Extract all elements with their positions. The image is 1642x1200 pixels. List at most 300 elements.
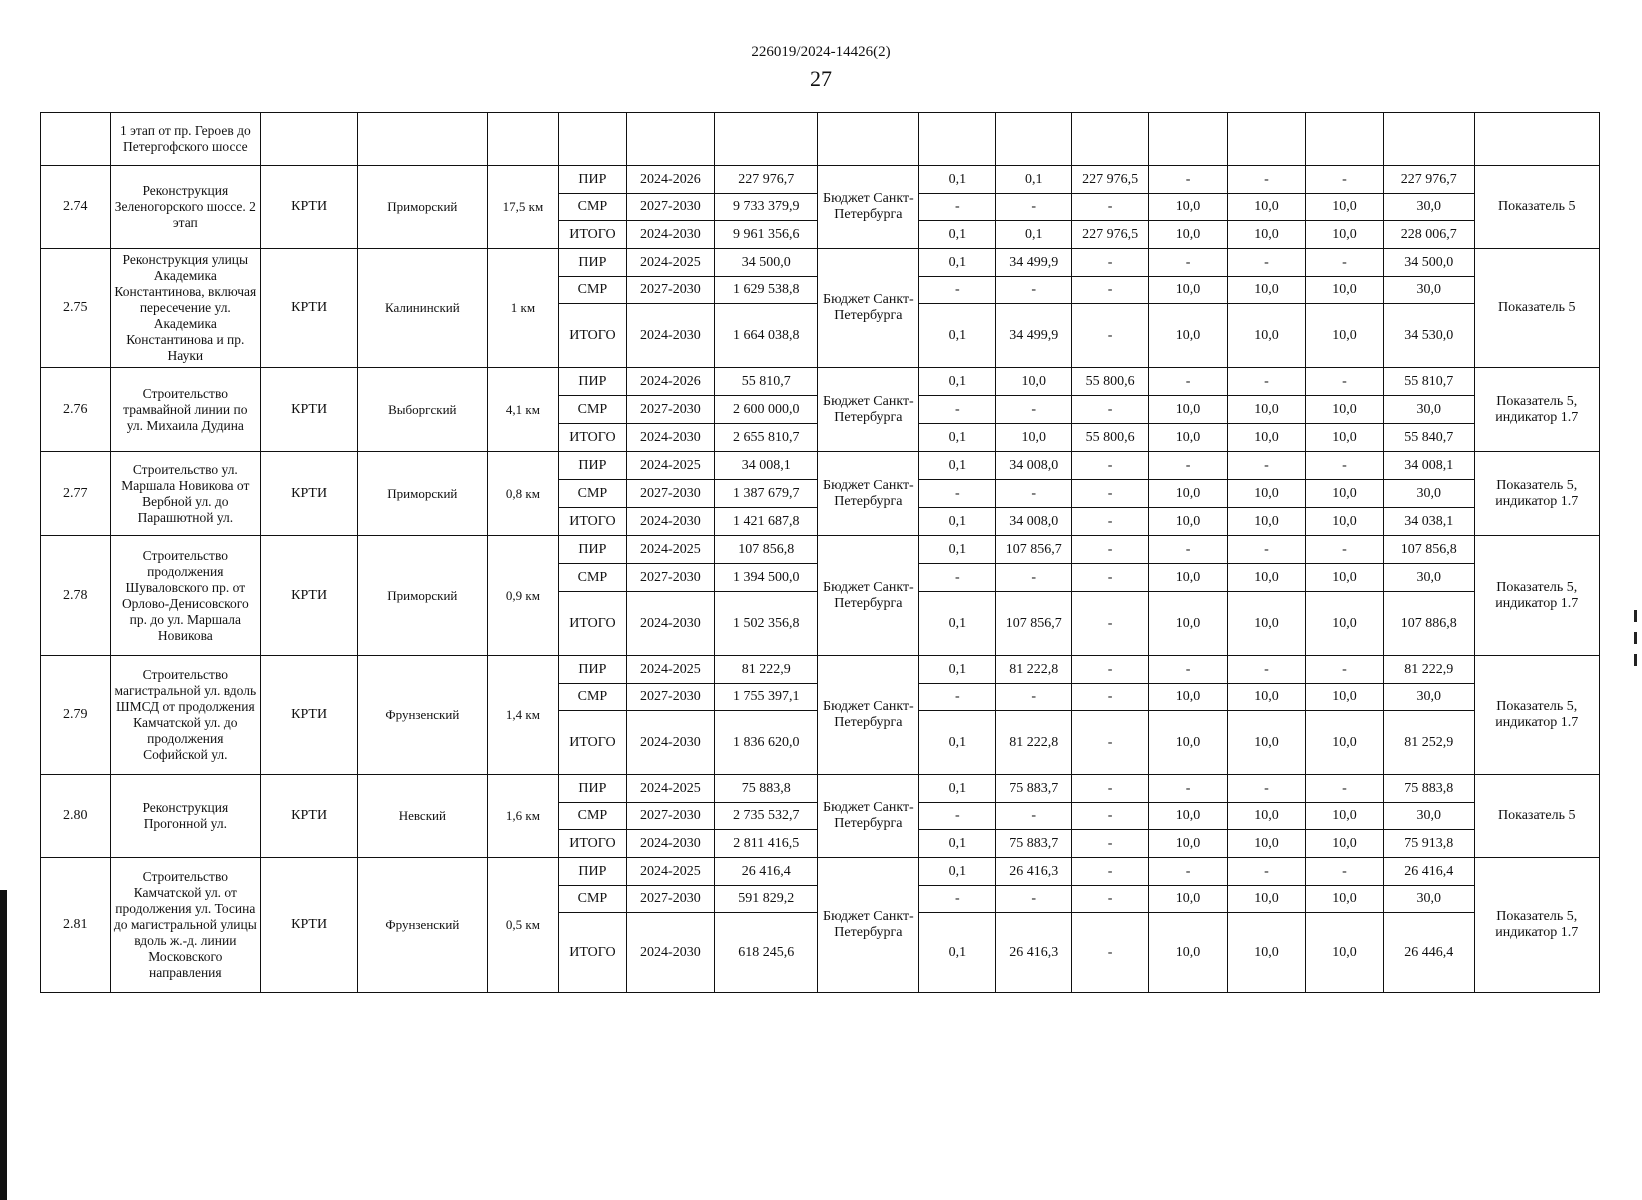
year-amount-y5: 10,0 — [1228, 711, 1306, 775]
year-amount-y1: 0,1 — [919, 166, 996, 194]
customer: КРТИ — [261, 775, 358, 858]
year-amount-y3: - — [1072, 452, 1149, 480]
district: Приморский — [358, 536, 488, 656]
row-number: 2.76 — [41, 368, 111, 452]
customer: КРТИ — [261, 368, 358, 452]
project-name: Строительство продолжения Шуваловского пр. от Орлово-Денисовского пр. до ул. Маршала Новикова — [110, 536, 261, 656]
funding-source: Бюджет Санкт-Петербурга — [818, 452, 919, 536]
period-sum: 26 446,4 — [1383, 913, 1474, 993]
year-amount-y1: 0,1 — [919, 424, 996, 452]
stage-period: 2024-2025 — [626, 536, 714, 564]
stage-type: СМР — [559, 803, 626, 830]
period-sum: 30,0 — [1383, 480, 1474, 508]
period-sum: 30,0 — [1383, 277, 1474, 304]
table-row — [41, 166, 1600, 194]
year-amount-y5: 10,0 — [1228, 194, 1306, 221]
length: 1 км — [487, 249, 559, 368]
stage-type: СМР — [559, 480, 626, 508]
stage-period: 2027-2030 — [626, 564, 714, 592]
stage-total-cost: 618 245,6 — [715, 913, 818, 993]
cell-empty — [1228, 113, 1306, 166]
year-amount-y6: 10,0 — [1305, 508, 1383, 536]
stage-period: 2024-2025 — [626, 858, 714, 886]
stage-total-cost: 2 735 532,7 — [715, 803, 818, 830]
stage-type: СМР — [559, 684, 626, 711]
page-number: 27 — [810, 66, 832, 91]
year-amount-y2: 34 499,9 — [996, 249, 1072, 277]
length: 1,4 км — [487, 656, 559, 775]
year-amount-y1: - — [919, 564, 996, 592]
year-amount-y5: 10,0 — [1228, 592, 1306, 656]
year-amount-y1: - — [919, 886, 996, 913]
period-sum: 107 886,8 — [1383, 592, 1474, 656]
year-amount-y3: - — [1072, 592, 1149, 656]
period-sum: 75 913,8 — [1383, 830, 1474, 858]
year-amount-y2: - — [996, 480, 1072, 508]
year-amount-y4: - — [1149, 536, 1228, 564]
stage-type: ПИР — [559, 656, 626, 684]
year-amount-y3: - — [1072, 536, 1149, 564]
year-amount-y5: 10,0 — [1228, 277, 1306, 304]
year-amount-y6: - — [1305, 166, 1383, 194]
stage-period: 2024-2025 — [626, 249, 714, 277]
stage-total-cost: 1 755 397,1 — [715, 684, 818, 711]
cell-empty — [1149, 113, 1228, 166]
year-amount-y1: - — [919, 277, 996, 304]
year-amount-y1: 0,1 — [919, 508, 996, 536]
year-amount-y5: - — [1228, 452, 1306, 480]
year-amount-y3: - — [1072, 913, 1149, 993]
stage-total-cost: 81 222,9 — [715, 656, 818, 684]
stage-type: ИТОГО — [559, 711, 626, 775]
program-table — [40, 112, 1600, 993]
year-amount-y2: 34 499,9 — [996, 304, 1072, 368]
cell-empty — [919, 113, 996, 166]
year-amount-y6: 10,0 — [1305, 424, 1383, 452]
stage-period: 2027-2030 — [626, 277, 714, 304]
year-amount-y2: 34 008,0 — [996, 452, 1072, 480]
year-amount-y3: - — [1072, 858, 1149, 886]
row-number: 2.78 — [41, 536, 111, 656]
scan-edge-shadow — [0, 890, 7, 1200]
year-amount-y4: 10,0 — [1149, 711, 1228, 775]
table-row — [41, 452, 1600, 480]
year-amount-y3: - — [1072, 277, 1149, 304]
scan-edge-marks — [1634, 610, 1637, 676]
year-amount-y6: - — [1305, 656, 1383, 684]
year-amount-y4: 10,0 — [1149, 480, 1228, 508]
stage-period: 2024-2030 — [626, 424, 714, 452]
year-amount-y5: 10,0 — [1228, 803, 1306, 830]
year-amount-y1: 0,1 — [919, 858, 996, 886]
table-row — [41, 656, 1600, 684]
period-sum: 81 252,9 — [1383, 711, 1474, 775]
customer: КРТИ — [261, 858, 358, 993]
year-amount-y5: 10,0 — [1228, 480, 1306, 508]
row-number: 2.79 — [41, 656, 111, 775]
year-amount-y3: - — [1072, 564, 1149, 592]
stage-total-cost: 9 961 356,6 — [715, 221, 818, 249]
year-amount-y5: 10,0 — [1228, 886, 1306, 913]
year-amount-y2: 26 416,3 — [996, 913, 1072, 993]
year-amount-y4: 10,0 — [1149, 508, 1228, 536]
project-name: Реконструкция Прогонной ул. — [110, 775, 261, 858]
period-sum: 107 856,8 — [1383, 536, 1474, 564]
stage-type: СМР — [559, 194, 626, 221]
stage-period: 2024-2025 — [626, 452, 714, 480]
year-amount-y3: - — [1072, 830, 1149, 858]
stage-total-cost: 75 883,8 — [715, 775, 818, 803]
year-amount-y5: - — [1228, 536, 1306, 564]
cell-empty — [1383, 113, 1474, 166]
year-amount-y2: 34 008,0 — [996, 508, 1072, 536]
year-amount-y4: 10,0 — [1149, 913, 1228, 993]
year-amount-y6: 10,0 — [1305, 194, 1383, 221]
year-amount-y1: 0,1 — [919, 913, 996, 993]
stage-period: 2024-2026 — [626, 166, 714, 194]
year-amount-y4: - — [1149, 775, 1228, 803]
program-table-body — [41, 113, 1600, 993]
cell-empty — [487, 113, 559, 166]
period-sum: 227 976,7 — [1383, 166, 1474, 194]
stage-type: ИТОГО — [559, 913, 626, 993]
period-sum: 34 500,0 — [1383, 249, 1474, 277]
year-amount-y3: - — [1072, 656, 1149, 684]
year-amount-y2: 26 416,3 — [996, 858, 1072, 886]
stage-total-cost: 9 733 379,9 — [715, 194, 818, 221]
year-amount-y3: - — [1072, 886, 1149, 913]
stage-period: 2024-2030 — [626, 221, 714, 249]
stage-period: 2027-2030 — [626, 194, 714, 221]
year-amount-y3: - — [1072, 194, 1149, 221]
stage-total-cost: 107 856,8 — [715, 536, 818, 564]
project-name: Строительство трамвайной линии по ул. Михаила Дудина — [110, 368, 261, 452]
year-amount-y1: 0,1 — [919, 711, 996, 775]
year-amount-y4: 10,0 — [1149, 221, 1228, 249]
cell-empty — [261, 113, 358, 166]
year-amount-y6: 10,0 — [1305, 830, 1383, 858]
period-sum: 34 530,0 — [1383, 304, 1474, 368]
stage-period: 2027-2030 — [626, 480, 714, 508]
year-amount-y3: 55 800,6 — [1072, 424, 1149, 452]
year-amount-y6: 10,0 — [1305, 304, 1383, 368]
funding-source: Бюджет Санкт-Петербурга — [818, 536, 919, 656]
customer: КРТИ — [261, 166, 358, 249]
cell-empty — [626, 113, 714, 166]
cell-empty — [818, 113, 919, 166]
project-name: Реконструкция улицы Академика Константинова, включая пересечение ул. Академика Константинова и пр. Науки — [110, 249, 261, 368]
customer: КРТИ — [261, 536, 358, 656]
year-amount-y3: - — [1072, 711, 1149, 775]
year-amount-y4: - — [1149, 452, 1228, 480]
project-name: Строительство Камчатской ул. от продолжения ул. Тосина до магистральной улицы вдоль ж.-д. линии Московского направления — [110, 858, 261, 993]
year-amount-y6: - — [1305, 249, 1383, 277]
stage-period: 2027-2030 — [626, 886, 714, 913]
year-amount-y3: - — [1072, 803, 1149, 830]
year-amount-y2: 0,1 — [996, 221, 1072, 249]
year-amount-y5: 10,0 — [1228, 424, 1306, 452]
stage-total-cost: 1 502 356,8 — [715, 592, 818, 656]
cell-empty — [358, 113, 488, 166]
year-amount-y4: - — [1149, 368, 1228, 396]
stage-total-cost: 591 829,2 — [715, 886, 818, 913]
district: Приморский — [358, 452, 488, 536]
funding-source: Бюджет Санкт-Петербурга — [818, 166, 919, 249]
row-number: 2.80 — [41, 775, 111, 858]
project-name: Реконструкция Зеленогорского шоссе. 2 этап — [110, 166, 261, 249]
year-amount-y6: 10,0 — [1305, 564, 1383, 592]
year-amount-y2: - — [996, 803, 1072, 830]
year-amount-y6: 10,0 — [1305, 711, 1383, 775]
year-amount-y6: 10,0 — [1305, 277, 1383, 304]
year-amount-y1: - — [919, 396, 996, 424]
year-amount-y3: - — [1072, 508, 1149, 536]
stage-type: СМР — [559, 886, 626, 913]
year-amount-y1: - — [919, 194, 996, 221]
stage-period: 2024-2026 — [626, 368, 714, 396]
year-amount-y3: 227 976,5 — [1072, 221, 1149, 249]
period-sum: 26 416,4 — [1383, 858, 1474, 886]
table-row — [41, 368, 1600, 396]
year-amount-y5: - — [1228, 858, 1306, 886]
year-amount-y4: 10,0 — [1149, 424, 1228, 452]
stage-period: 2027-2030 — [626, 396, 714, 424]
stage-period: 2024-2030 — [626, 304, 714, 368]
period-sum: 228 006,7 — [1383, 221, 1474, 249]
continuation-row — [41, 113, 1600, 166]
stage-type: ИТОГО — [559, 221, 626, 249]
year-amount-y2: 107 856,7 — [996, 592, 1072, 656]
district: Фрунзенский — [358, 656, 488, 775]
customer: КРТИ — [261, 452, 358, 536]
document-code: 226019/2024-14426(2) — [751, 44, 891, 60]
period-sum: 34 038,1 — [1383, 508, 1474, 536]
year-amount-y2: - — [996, 684, 1072, 711]
length: 1,6 км — [487, 775, 559, 858]
district: Калининский — [358, 249, 488, 368]
year-amount-y6: - — [1305, 858, 1383, 886]
year-amount-y6: 10,0 — [1305, 684, 1383, 711]
period-sum: 30,0 — [1383, 194, 1474, 221]
cell-empty — [1305, 113, 1383, 166]
year-amount-y3: - — [1072, 304, 1149, 368]
year-amount-y1: - — [919, 803, 996, 830]
cell-empty — [1474, 113, 1600, 166]
stage-period: 2024-2030 — [626, 913, 714, 993]
year-amount-y5: 10,0 — [1228, 913, 1306, 993]
stage-type: ПИР — [559, 858, 626, 886]
period-sum: 75 883,8 — [1383, 775, 1474, 803]
stage-type: СМР — [559, 396, 626, 424]
year-amount-y4: - — [1149, 249, 1228, 277]
continued-project-name: 1 этап от пр. Героев до Петергофского шоссе — [110, 113, 261, 166]
district: Приморский — [358, 166, 488, 249]
year-amount-y4: 10,0 — [1149, 194, 1228, 221]
year-amount-y2: - — [996, 277, 1072, 304]
year-amount-y4: 10,0 — [1149, 396, 1228, 424]
stage-type: ИТОГО — [559, 830, 626, 858]
year-amount-y5: 10,0 — [1228, 508, 1306, 536]
year-amount-y4: - — [1149, 166, 1228, 194]
year-amount-y1: 0,1 — [919, 592, 996, 656]
year-amount-y5: - — [1228, 368, 1306, 396]
stage-type: ПИР — [559, 166, 626, 194]
row-number: 2.81 — [41, 858, 111, 993]
year-amount-y2: 81 222,8 — [996, 711, 1072, 775]
year-amount-y3: - — [1072, 684, 1149, 711]
table-row — [41, 775, 1600, 803]
year-amount-y6: - — [1305, 452, 1383, 480]
stage-type: СМР — [559, 564, 626, 592]
stage-total-cost: 55 810,7 — [715, 368, 818, 396]
stage-period: 2027-2030 — [626, 803, 714, 830]
year-amount-y4: 10,0 — [1149, 277, 1228, 304]
period-sum: 30,0 — [1383, 803, 1474, 830]
funding-source: Бюджет Санкт-Петербурга — [818, 775, 919, 858]
indicator: Показатель 5, индикатор 1.7 — [1474, 656, 1600, 775]
year-amount-y2: - — [996, 564, 1072, 592]
year-amount-y3: - — [1072, 775, 1149, 803]
cell-empty — [715, 113, 818, 166]
indicator: Показатель 5, индикатор 1.7 — [1474, 536, 1600, 656]
stage-total-cost: 1 664 038,8 — [715, 304, 818, 368]
year-amount-y4: 10,0 — [1149, 684, 1228, 711]
indicator: Показатель 5, индикатор 1.7 — [1474, 858, 1600, 993]
stage-total-cost: 1 387 679,7 — [715, 480, 818, 508]
stage-type: ИТОГО — [559, 592, 626, 656]
year-amount-y5: 10,0 — [1228, 304, 1306, 368]
stage-period: 2027-2030 — [626, 684, 714, 711]
stage-total-cost: 1 421 687,8 — [715, 508, 818, 536]
year-amount-y6: 10,0 — [1305, 803, 1383, 830]
stage-total-cost: 26 416,4 — [715, 858, 818, 886]
year-amount-y1: 0,1 — [919, 452, 996, 480]
stage-type: ПИР — [559, 249, 626, 277]
stage-total-cost: 34 008,1 — [715, 452, 818, 480]
stage-total-cost: 2 655 810,7 — [715, 424, 818, 452]
year-amount-y6: 10,0 — [1305, 480, 1383, 508]
indicator: Показатель 5 — [1474, 775, 1600, 858]
funding-source: Бюджет Санкт-Петербурга — [818, 249, 919, 368]
year-amount-y5: - — [1228, 656, 1306, 684]
customer: КРТИ — [261, 656, 358, 775]
year-amount-y5: - — [1228, 166, 1306, 194]
stage-total-cost: 227 976,7 — [715, 166, 818, 194]
year-amount-y3: - — [1072, 249, 1149, 277]
stage-type: ИТОГО — [559, 424, 626, 452]
year-amount-y3: 55 800,6 — [1072, 368, 1149, 396]
year-amount-y3: - — [1072, 480, 1149, 508]
indicator: Показатель 5, индикатор 1.7 — [1474, 368, 1600, 452]
year-amount-y6: - — [1305, 536, 1383, 564]
stage-total-cost: 2 600 000,0 — [715, 396, 818, 424]
stage-period: 2024-2030 — [626, 711, 714, 775]
year-amount-y5: 10,0 — [1228, 396, 1306, 424]
stage-type: СМР — [559, 277, 626, 304]
length: 0,8 км — [487, 452, 559, 536]
year-amount-y2: 0,1 — [996, 166, 1072, 194]
table-row — [41, 249, 1600, 277]
year-amount-y1: 0,1 — [919, 249, 996, 277]
period-sum: 30,0 — [1383, 396, 1474, 424]
year-amount-y1: - — [919, 684, 996, 711]
length: 0,9 км — [487, 536, 559, 656]
year-amount-y1: 0,1 — [919, 536, 996, 564]
year-amount-y2: 81 222,8 — [996, 656, 1072, 684]
year-amount-y4: 10,0 — [1149, 304, 1228, 368]
district: Выборгский — [358, 368, 488, 452]
year-amount-y6: 10,0 — [1305, 913, 1383, 993]
year-amount-y2: 10,0 — [996, 368, 1072, 396]
year-amount-y5: - — [1228, 775, 1306, 803]
indicator: Показатель 5 — [1474, 166, 1600, 249]
year-amount-y1: 0,1 — [919, 656, 996, 684]
length: 0,5 км — [487, 858, 559, 993]
indicator: Показатель 5, индикатор 1.7 — [1474, 452, 1600, 536]
stage-period: 2024-2025 — [626, 775, 714, 803]
period-sum: 55 810,7 — [1383, 368, 1474, 396]
stage-period: 2024-2030 — [626, 592, 714, 656]
year-amount-y6: 10,0 — [1305, 886, 1383, 913]
year-amount-y1: 0,1 — [919, 830, 996, 858]
period-sum: 81 222,9 — [1383, 656, 1474, 684]
indicator: Показатель 5 — [1474, 249, 1600, 368]
table-row — [41, 858, 1600, 886]
stage-type: ПИР — [559, 775, 626, 803]
year-amount-y1: - — [919, 480, 996, 508]
year-amount-y5: 10,0 — [1228, 564, 1306, 592]
funding-source: Бюджет Санкт-Петербурга — [818, 656, 919, 775]
stage-total-cost: 1 836 620,0 — [715, 711, 818, 775]
customer: КРТИ — [261, 249, 358, 368]
year-amount-y4: 10,0 — [1149, 592, 1228, 656]
year-amount-y5: 10,0 — [1228, 684, 1306, 711]
year-amount-y4: 10,0 — [1149, 886, 1228, 913]
year-amount-y1: 0,1 — [919, 368, 996, 396]
year-amount-y2: - — [996, 396, 1072, 424]
year-amount-y5: - — [1228, 249, 1306, 277]
stage-total-cost: 1 394 500,0 — [715, 564, 818, 592]
year-amount-y2: 10,0 — [996, 424, 1072, 452]
year-amount-y1: 0,1 — [919, 221, 996, 249]
year-amount-y2: - — [996, 194, 1072, 221]
cell-empty — [996, 113, 1072, 166]
year-amount-y2: - — [996, 886, 1072, 913]
row-number: 2.77 — [41, 452, 111, 536]
length: 17,5 км — [487, 166, 559, 249]
stage-period: 2024-2030 — [626, 508, 714, 536]
year-amount-y1: 0,1 — [919, 775, 996, 803]
table-row — [41, 536, 1600, 564]
length: 4,1 км — [487, 368, 559, 452]
stage-type: ПИР — [559, 452, 626, 480]
project-name: Строительство магистральной ул. вдоль ШМСД от продолжения Камчатской ул. до продолжения Софийской ул. — [110, 656, 261, 775]
year-amount-y4: - — [1149, 656, 1228, 684]
year-amount-y2: 75 883,7 — [996, 830, 1072, 858]
year-amount-y6: 10,0 — [1305, 221, 1383, 249]
district: Фрунзенский — [358, 858, 488, 993]
funding-source: Бюджет Санкт-Петербурга — [818, 368, 919, 452]
year-amount-y5: 10,0 — [1228, 221, 1306, 249]
year-amount-y6: - — [1305, 368, 1383, 396]
stage-type: ПИР — [559, 536, 626, 564]
stage-total-cost: 34 500,0 — [715, 249, 818, 277]
stage-total-cost: 1 629 538,8 — [715, 277, 818, 304]
district: Невский — [358, 775, 488, 858]
stage-period: 2024-2030 — [626, 830, 714, 858]
year-amount-y4: 10,0 — [1149, 830, 1228, 858]
row-number: 2.74 — [41, 166, 111, 249]
